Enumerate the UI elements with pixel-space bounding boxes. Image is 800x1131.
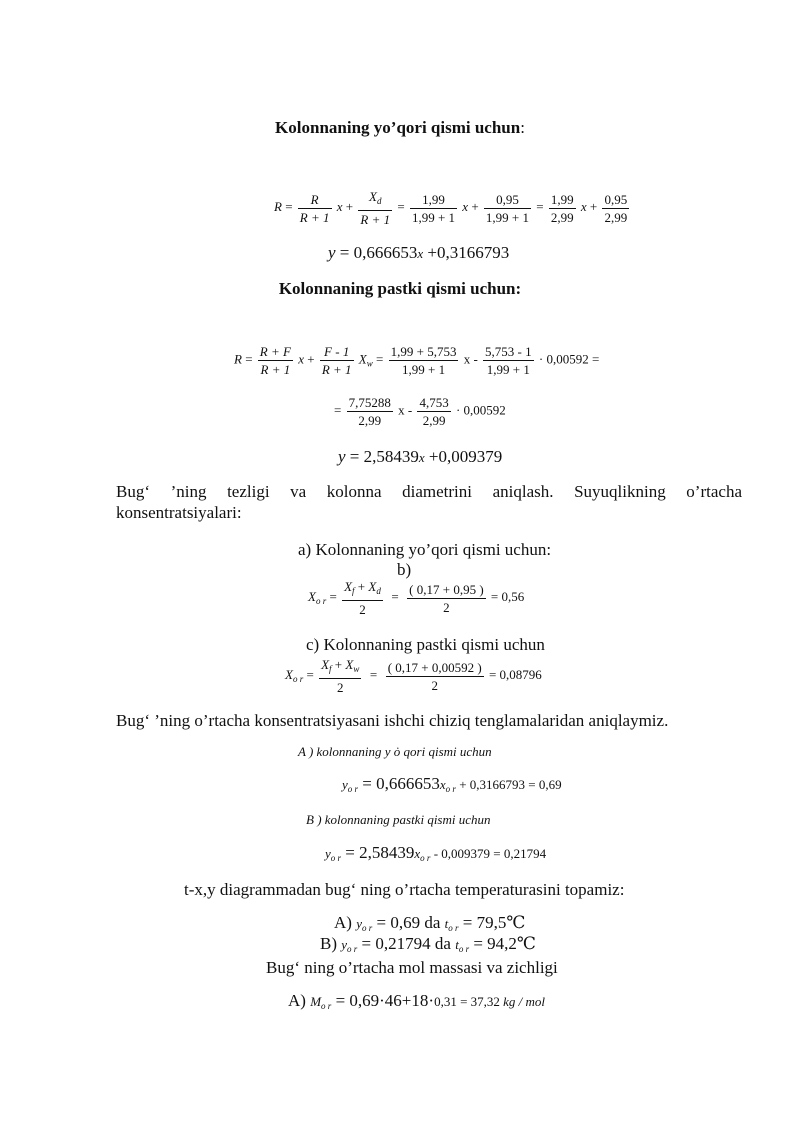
heading-upper-section: Kolonnaning yo’qori qismi uchun:	[275, 118, 525, 137]
temperature-b: B) $y_{o r} = 0,21794$ da $t_{o r}$ = 94,2℃	[320, 934, 536, 954]
paragraph-vapor-velocity-line2: konsentratsiyalari:	[116, 503, 242, 522]
heading-lower-section: Kolonnaning pastki qismi uchun:	[278, 279, 522, 298]
paragraph-molar-mass: Bug‘ ning o’rtacha mol massasi va zichligi	[266, 958, 558, 977]
paragraph-concentration: Bug‘ ’ning o’rtacha konsentratsiyasani ishchi chiziq tenglamalaridan aniqlaymiz.	[116, 711, 669, 730]
equation-lower-result: y = 2,58439x +0,009379	[338, 447, 503, 466]
equation-average-lower: $X_{o r}$ = $\frac{X_f + X_w}{2}$ = $\frac{( 0,17 + 0,00592 )}{2}$ = 0,08796	[285, 657, 542, 695]
equation-average-upper: $X_{o r}$ = $\frac{X_f + X_d}{2}$ = $\frac{( 0,17 + 0,95 )}{2}$ = 0,56	[308, 579, 525, 617]
molar-mass-a: A) $M_{o r} = 0,69\cdot 46+18\cdot 0,31 = 37,32$ kg / mol	[288, 991, 546, 1011]
equation-work-a: $y_{o r} = 0,666653x_{o r} + 0,3166793 = 0,69$	[342, 774, 562, 794]
label-work-a: A ) kolonnaning y ȯ qori qismi uchun	[298, 744, 492, 759]
equation-upper-operating-line: R = $\frac{R}{R + 1}$ x + $\frac{X_d}{R + 1}$ = $\frac{1,99}{1,99 + 1}$ x + $\frac{0,95}{1,99 + 1}$ = $\frac{1,99}{2,99}$ x + $\frac{0,95}{2,99}$	[274, 189, 628, 227]
equation-upper-result: y = 0,666653x +0,3166793	[328, 243, 510, 262]
label-work-b: B ) kolonnaning pastki qismi uchun	[306, 812, 491, 827]
equation-lower-simplified: = $\frac{7,75288}{2,99}$ x - $\frac{4,753}{2,99}$ · 0,00592	[334, 395, 506, 428]
list-item-b: b)	[397, 560, 412, 579]
paragraph-temperature: t-x,y diagrammadan bug‘ ning o’rtacha temperaturasini topamiz:	[184, 880, 625, 899]
temperature-a: A) $y_{o r} = 0,69$ da $t_{o r}$ = 79,5℃	[334, 913, 526, 933]
list-item-c: c) Kolonnaning pastki qismi uchun	[306, 635, 545, 654]
equation-lower-operating-line: R = $\frac{R + F}{R + 1}$ x + $\frac{F - 1}{R + 1}$ $X_w$ = $\frac{1,99 + 5,753}{1,99 + 1}$ x - $\frac{5,753 - 1}{1,99 + 1}$ · 0,00592 =	[234, 344, 600, 377]
list-item-a: a) Kolonnaning yo’qori qismi uchun:	[298, 540, 552, 559]
equation-work-b: $y_{o r} = 2,58439x_{o r} - 0,009379 = 0,21794$	[325, 843, 547, 863]
paragraph-vapor-velocity-line1: Bug‘ ’ning tezligi va kolonna diametrini aniqlash. Suyuqlikning o’rtacha	[116, 482, 742, 501]
